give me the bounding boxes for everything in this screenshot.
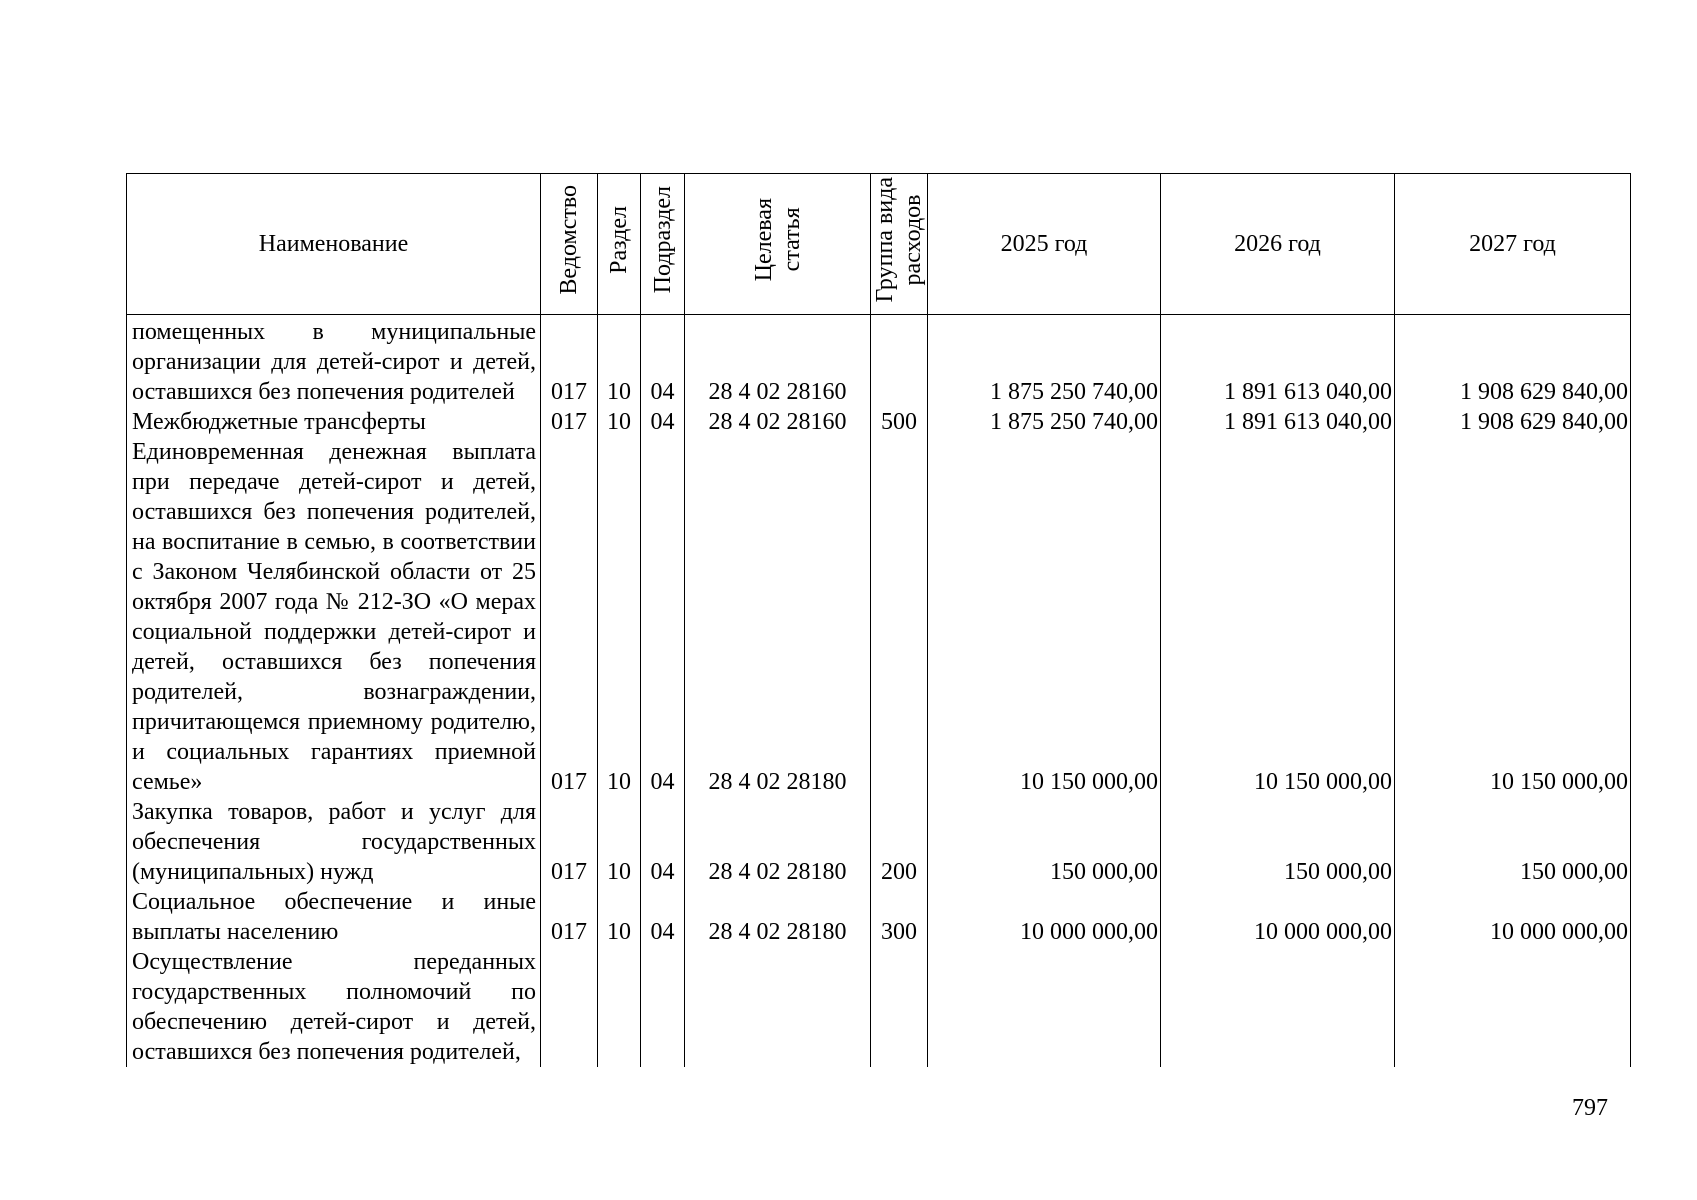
header-name: [127, 174, 541, 315]
row-target-article: 28 4 02 28180: [685, 437, 871, 797]
row-amount-2026: 1 891 613 040,00: [1161, 315, 1395, 408]
header-department: [541, 174, 598, 315]
header-target-article-label: [750, 198, 806, 281]
row-amount-2026: 10 150 000,00: [1161, 437, 1395, 797]
header-expense-group-line-2: расходов: [900, 194, 926, 286]
row-section: 10: [598, 407, 641, 437]
row-amount-2025: 10 150 000,00: [928, 437, 1161, 797]
row-name: помещенных в муниципальные организации для детей-сирот и детей, оставшихся без попечения родителей: [127, 315, 541, 408]
header-section: [598, 174, 641, 315]
row-section: 10: [598, 437, 641, 797]
row-expense-group: [871, 315, 928, 408]
row-amount-2027: 10 000 000,00: [1395, 887, 1631, 947]
table-row: [127, 315, 1631, 408]
row-target-article: 28 4 02 28180: [685, 887, 871, 947]
row-amount-2027: 10 150 000,00: [1395, 437, 1631, 797]
row-amount-2025: 1 875 250 740,00: [928, 407, 1161, 437]
row-section: 10: [598, 797, 641, 887]
row-amount-2027: 1 908 629 840,00: [1395, 315, 1631, 408]
header-year-2026: [1161, 174, 1395, 315]
header-name-label: Наименование: [258, 231, 409, 257]
row-subsection: 04: [641, 437, 685, 797]
table-row: [127, 947, 1631, 1067]
row-target-article: [685, 947, 871, 1067]
header-year-2025: [928, 174, 1161, 315]
row-amount-2026: 10 000 000,00: [1161, 887, 1395, 947]
row-name: Единовременная денежная выплата при передаче детей-сирот и детей, оставшихся без попечения родителей, на воспитание в семью, в соответствии с Законом Челябинской области от 25 октября 2007 года № 212-ЗО «О мерах социальной поддержки детей-сирот и детей, оставшихся без попечения родителей, вознаграждении, причитающемся приемному родителю, и социальных гарантиях приемной семье»: [127, 437, 541, 797]
row-expense-group: [871, 947, 928, 1067]
row-department: 017: [541, 407, 598, 437]
row-amount-2025: 150 000,00: [928, 797, 1161, 887]
header-target-article-line-2: статья: [778, 208, 805, 272]
row-subsection: [641, 947, 685, 1067]
header-expense-group-line-1: Группа вида: [872, 177, 898, 303]
row-expense-group: 500: [871, 407, 928, 437]
header-subsection: [641, 174, 685, 315]
header-year-2027-label: 2027 год: [1469, 231, 1556, 257]
row-subsection: 04: [641, 407, 685, 437]
row-name: Закупка товаров, работ и услуг для обеспечения государственных (муниципальных) нужд: [127, 797, 541, 887]
row-amount-2027: 1 908 629 840,00: [1395, 407, 1631, 437]
row-expense-group: 200: [871, 797, 928, 887]
row-section: 10: [598, 887, 641, 947]
header-subsection-label: Подраздел: [649, 186, 676, 294]
row-target-article: 28 4 02 28180: [685, 797, 871, 887]
row-amount-2027: 150 000,00: [1395, 797, 1631, 887]
table-row: [127, 887, 1631, 947]
header-target-article-line-1: Целевая: [750, 198, 777, 282]
row-name: Социальное обеспечение и иные выплаты населению: [127, 887, 541, 947]
row-name: Межбюджетные трансферты: [127, 407, 541, 437]
row-target-article: 28 4 02 28160: [685, 407, 871, 437]
row-subsection: 04: [641, 797, 685, 887]
header-year-2027: [1395, 174, 1631, 315]
row-section: [598, 947, 641, 1067]
header-department-label: Ведомство: [556, 185, 582, 295]
page-number: 797: [1572, 1095, 1608, 1121]
row-subsection: 04: [641, 315, 685, 408]
header-expense-group-label: [871, 177, 927, 302]
header-year-2026-label: 2026 год: [1234, 231, 1321, 257]
header-year-2025-label: 2025 год: [1000, 231, 1088, 257]
header-section-label: Раздел: [606, 206, 632, 274]
row-amount-2026: [1161, 947, 1395, 1067]
row-amount-2025: 1 875 250 740,00: [928, 315, 1161, 408]
table-row: [127, 437, 1631, 797]
header-target-article: [685, 174, 871, 315]
budget-table: [126, 173, 1631, 1067]
table-row: [127, 407, 1631, 437]
row-expense-group: 300: [871, 887, 928, 947]
row-department: [541, 947, 598, 1067]
row-target-article: 28 4 02 28160: [685, 315, 871, 408]
table-header-row: [127, 174, 1631, 315]
header-expense-group: [871, 174, 928, 315]
row-section: 10: [598, 315, 641, 408]
row-department: 017: [541, 797, 598, 887]
row-department: 017: [541, 437, 598, 797]
row-name: Осуществление переданных государственных полномочий по обеспечению детей-сирот и детей, оставшихся без попечения родителей,: [127, 947, 541, 1067]
row-expense-group: [871, 437, 928, 797]
row-department: 017: [541, 315, 598, 408]
row-amount-2027: [1395, 947, 1631, 1067]
row-amount-2026: 1 891 613 040,00: [1161, 407, 1395, 437]
row-amount-2025: [928, 947, 1161, 1067]
table-row: [127, 797, 1631, 887]
row-subsection: 04: [641, 887, 685, 947]
row-amount-2025: 10 000 000,00: [928, 887, 1161, 947]
row-department: 017: [541, 887, 598, 947]
row-amount-2026: 150 000,00: [1161, 797, 1395, 887]
